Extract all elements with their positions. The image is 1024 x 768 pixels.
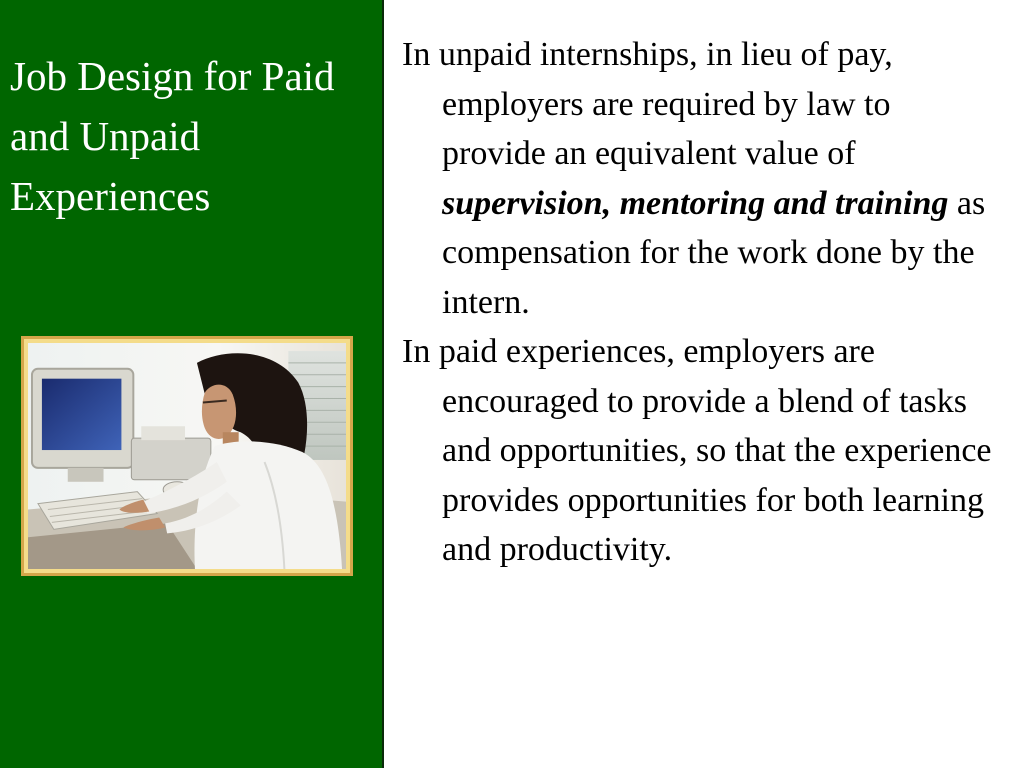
- paragraph-paid: In paid experiences, employers are encouraged to provide a blend of tasks and opportunities, so that the experience provides opportunities for both learning and productivity.: [402, 333, 992, 568]
- slide-body: [402, 30, 1002, 575]
- woman-at-computer-photo: [28, 343, 346, 569]
- paragraph-unpaid: [402, 30, 1002, 327]
- slide-title: Job Design for Paid and Unpaid Experiences: [10, 53, 335, 219]
- paragraph-unpaid-text-2: as compensation for the work done by the intern.: [442, 184, 986, 321]
- paragraph-unpaid-emphasis: supervision, mentoring and training: [442, 184, 949, 222]
- photo-frame: [21, 336, 353, 576]
- title-panel: [0, 0, 384, 768]
- paragraph-unpaid-text-1: In unpaid internships, in lieu of pay, employers are required by law to provide an equivalent value of: [402, 36, 893, 172]
